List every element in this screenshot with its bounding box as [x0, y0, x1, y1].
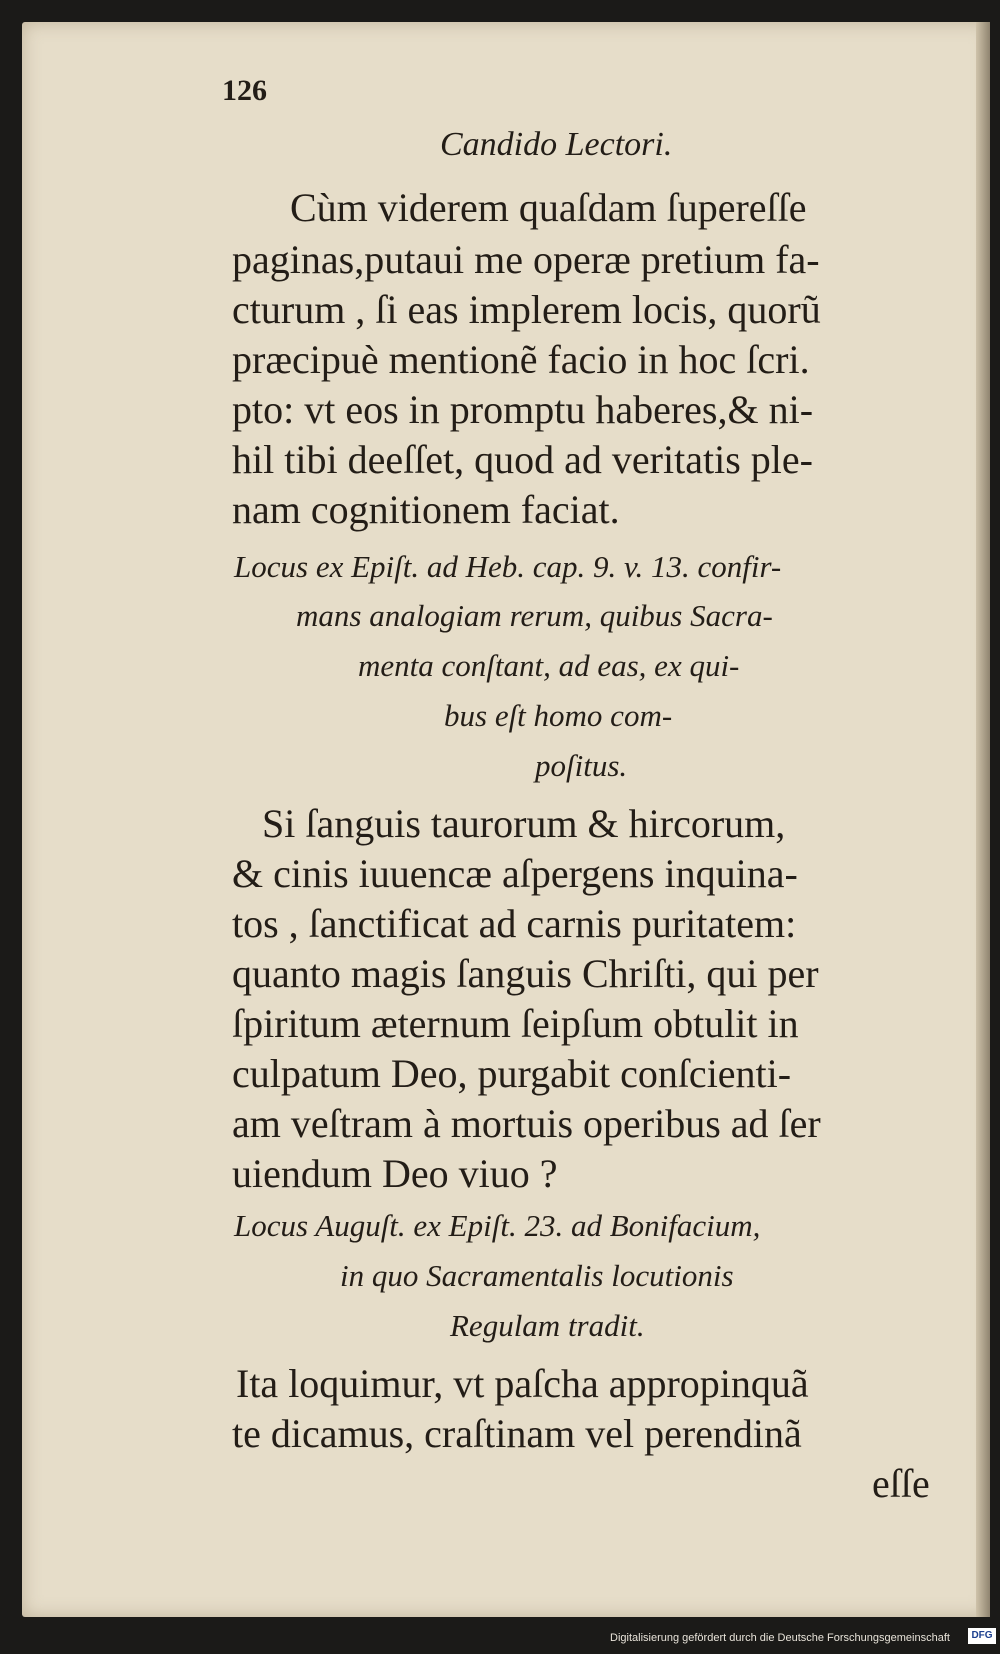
text-line: te dicamus, craſtinam vel perendinã: [232, 1411, 802, 1456]
text-line: ſpiritum æternum ſeipſum obtulit in: [232, 1001, 799, 1046]
text-line: quanto magis ſanguis Chriſti, qui per: [232, 951, 819, 996]
section-heading-line: poſitus.: [535, 748, 628, 783]
section-heading-line: Locus Auguſt. ex Epiſt. 23. ad Bonifacium,: [234, 1208, 761, 1243]
section-heading-line: in quo Sacramentalis locutionis: [340, 1258, 734, 1293]
section-heading-line: menta conſtant, ad eas, ex qui-: [358, 648, 740, 683]
page-number: 126: [222, 74, 267, 107]
text-line: nam cognitionem faciat.: [232, 487, 620, 532]
text-line: pto: vt eos in promptu haberes,& ni-: [232, 387, 814, 432]
text-line: præcipuè mentionẽ facio in hoc ſcri.: [232, 337, 810, 382]
section-heading-line: bus eſt homo com-: [444, 698, 673, 733]
text-line: hil tibi deeſſet, quod ad veritatis ple-: [232, 437, 813, 482]
page-edge: [976, 22, 990, 1617]
text-line: Si ſanguis taurorum & hircorum,: [262, 801, 786, 846]
catchword: eſſe: [872, 1461, 930, 1506]
section-heading-line: Locus ex Epiſt. ad Heb. cap. 9. v. 13. confir-: [234, 549, 782, 584]
text-line: culpatum Deo, purgabit conſcienti-: [232, 1051, 792, 1096]
text-line: tos , ſanctificat ad carnis puritatem:: [232, 901, 797, 946]
text-line: & cinis iuuencæ aſpergens inquina-: [232, 851, 798, 896]
section-heading-line: mans analogiam rerum, quibus Sacra-: [296, 598, 773, 633]
text-line: paginas,putaui me operæ pretium fa-: [232, 237, 820, 282]
digitization-credit: Digitalisierung gefördert durch die Deutsche Forschungsgemeinschaft: [610, 1632, 950, 1644]
running-heading: Candido Lectori.: [440, 126, 673, 163]
dfg-logo: DFG: [968, 1628, 996, 1644]
text-line: Cùm viderem quaſdam ſupereſſe: [290, 185, 807, 230]
section-heading-line: Regulam tradit.: [450, 1308, 645, 1343]
text-line: am veſtram à mortuis operibus ad ſer: [232, 1101, 821, 1146]
text-line: Ita loquimur, vt paſcha appropinquã: [236, 1361, 809, 1406]
text-line: uiendum Deo viuo ?: [232, 1151, 558, 1196]
text-line: cturum , ſi eas implerem locis, quorũ: [232, 287, 821, 332]
